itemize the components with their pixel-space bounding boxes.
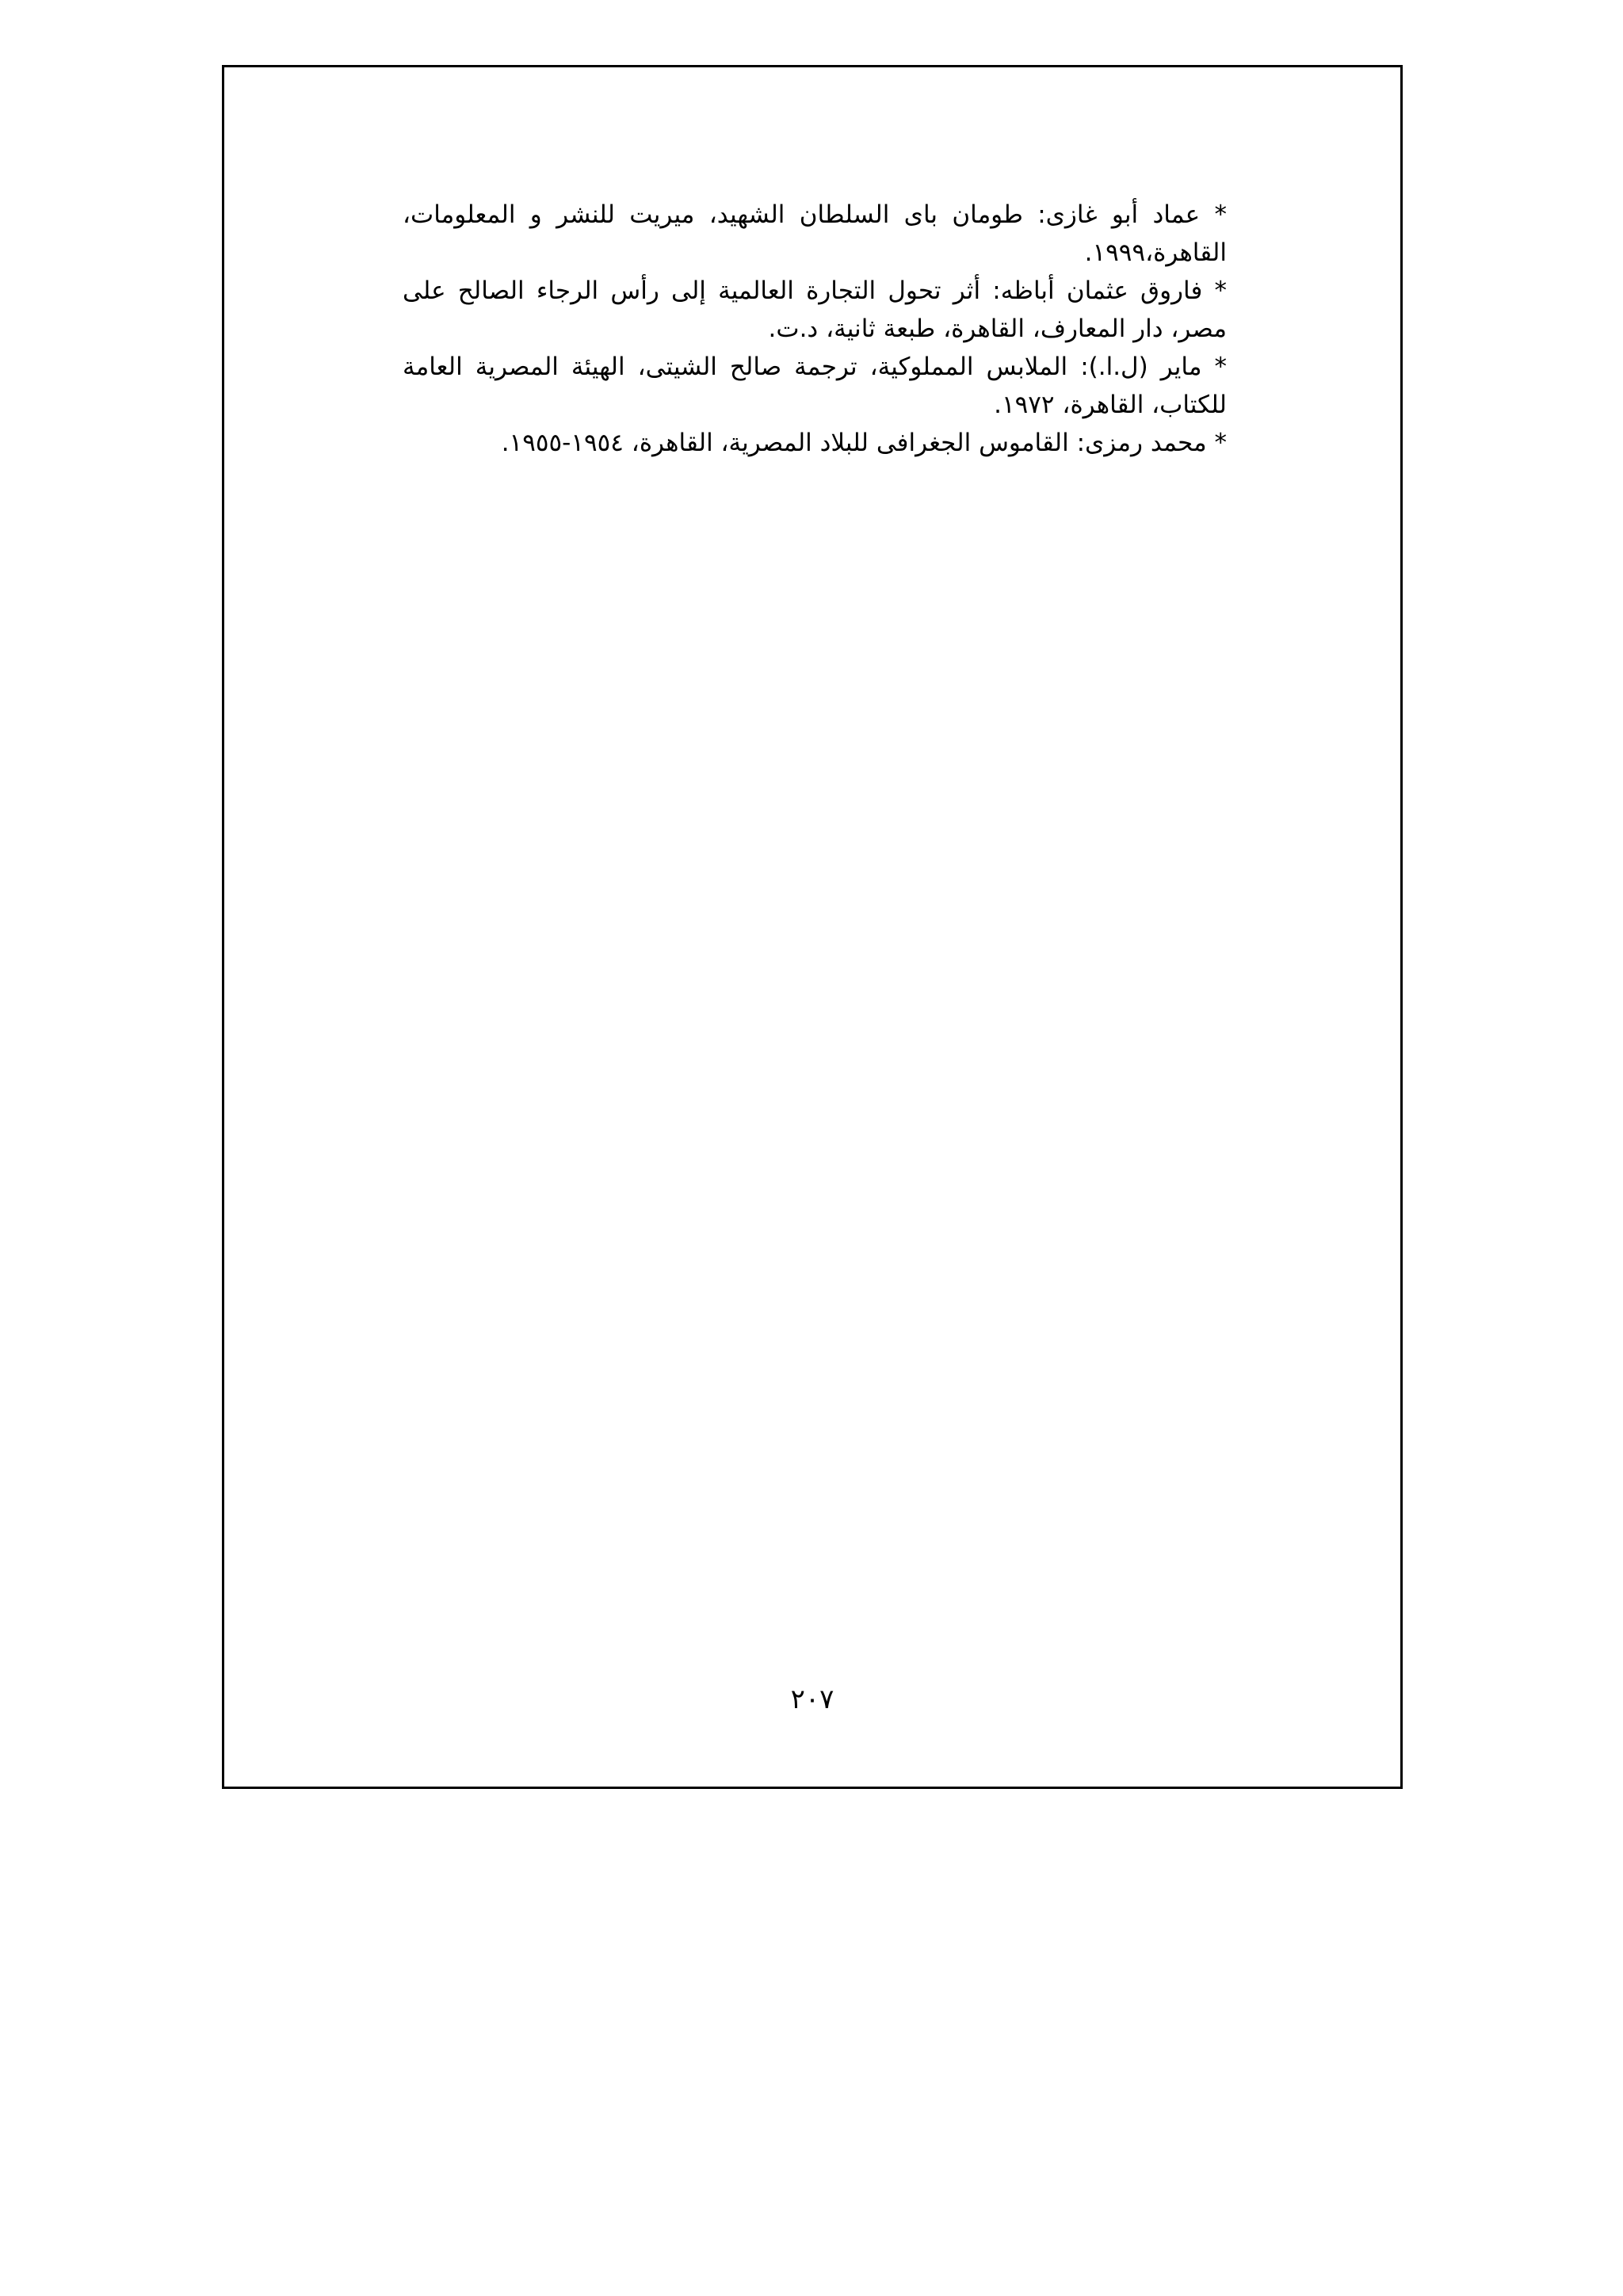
- reference-entry: * عماد أبو غازى: طومان باى السلطان الشهيد، ميريت للنشر و المعلومات، القاهرة،١٩٩٩.: [403, 200, 1227, 267]
- page-frame: [222, 65, 1403, 1789]
- references-list: [403, 196, 1227, 462]
- page-number: ٢٠٧: [790, 1684, 834, 1715]
- reference-entry: * فاروق عثمان أباظه: أثر تحول التجارة العالمية إلى رأس الرجاء الصالح على مصر، دار المعارف، القاهرة، طبعة ثانية، د.ت.: [403, 277, 1227, 343]
- reference-entry: * محمد رمزى: القاموس الجغرافى للبلاد المصرية، القاهرة، ١٩٥٤-١٩٥٥.: [501, 429, 1227, 457]
- reference-entry: * ماير (ل.ا.): الملابس المملوكية، ترجمة صالح الشيتى، الهيئة المصرية العامة للكتاب، القاهرة، ١٩٧٢.: [403, 353, 1227, 419]
